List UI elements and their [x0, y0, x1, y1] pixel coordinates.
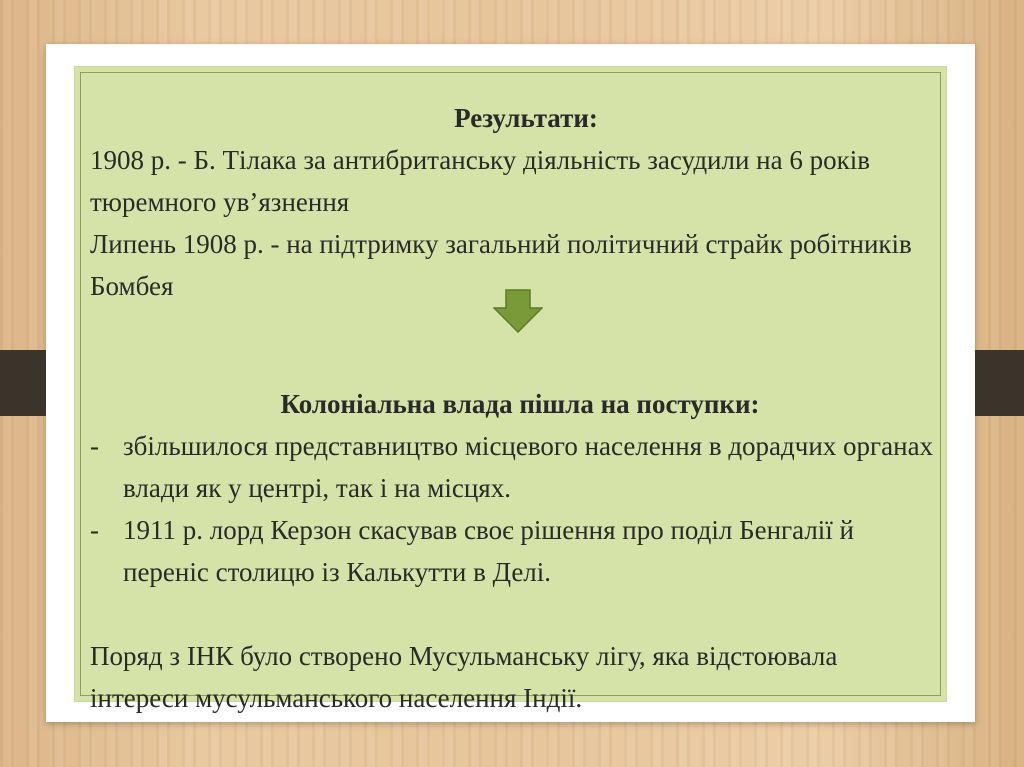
bullet-dash: - — [90, 431, 99, 461]
concession-text: збільшилося представництво місцевого населення в дорадчих органах влади як у центрі, так і на місцях. — [123, 431, 934, 503]
bombay-strike-line: Липень 1908 р. - на підтримку загальний політичний страйк робітників Бомбея — [90, 229, 912, 301]
list-item — [90, 425, 940, 509]
concessions-list — [90, 425, 940, 593]
list-item — [90, 509, 940, 593]
bullet-dash: - — [90, 515, 99, 545]
results-heading: Результати: — [454, 103, 598, 133]
concession-text: 1911 р. лорд Керзон скасував своє рішення про поділ Бенгалії й переніс столицю із Калькутти в Делі. — [123, 515, 855, 587]
muslim-league-paragraph: Поряд з ІНК було створено Мусульманську лігу, яка відстоювала інтереси мусульманського населення Індії. — [90, 641, 838, 713]
slide-content — [90, 97, 940, 719]
down-arrow-icon — [493, 289, 543, 333]
concessions-heading: Колоніальна влада пішла на поступки: — [280, 389, 760, 419]
spacer — [90, 593, 940, 635]
tilak-sentence-line: 1908 р. - Б. Тілака за антибританську діяльність засудили на 6 років тюремного ув’язнення — [90, 145, 870, 217]
content-panel — [74, 66, 947, 713]
slide — [46, 44, 975, 722]
